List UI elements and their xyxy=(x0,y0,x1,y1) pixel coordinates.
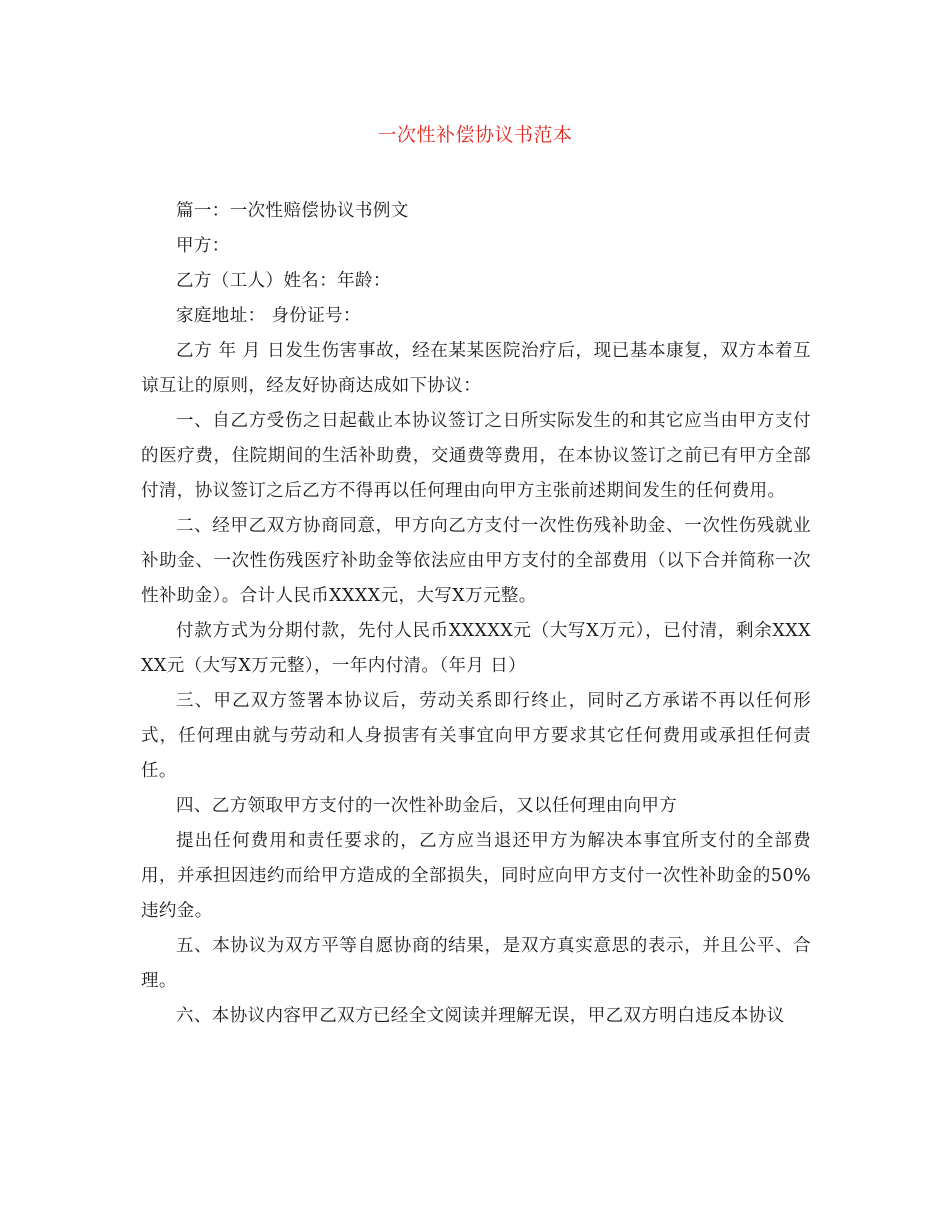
paragraph-party-a: 甲方： xyxy=(176,236,230,256)
paragraph-section-heading: 篇一：一次性赔偿协议书例文 xyxy=(176,201,409,221)
paragraph-clause-3: 三、甲乙双方签署本协议后，劳动关系即行终止，同时乙方承诺不再以任何形式，任何理由就与劳动和人身损害有关事宜向甲方要求其它任何费用或承担任何责任。 xyxy=(141,691,811,781)
paragraph-clause-5: 五、本协议为双方平等自愿协商的结果，是双方真实意思的表示，并且公平、合理。 xyxy=(141,936,811,991)
document-title: 一次性补偿协议书范本 xyxy=(377,124,573,146)
paragraph-payment-terms: 付款方式为分期付款，先付人民币XXXXX元（大写X万元），已付清，剩余XXXXX元（大写X万元整），一年内付清。（年月 日） xyxy=(141,621,811,676)
paragraph-preamble: 乙方 年 月 日发生伤害事故，经在某某医院治疗后，现已基本康复，双方本着互谅互让的原则，经友好协商达成如下协议： xyxy=(141,341,811,396)
paragraph-clause-6: 六、本协议内容甲乙双方已经全文阅读并理解无误，甲乙双方明白违反本协议 xyxy=(176,1006,785,1026)
paragraph-clause-2: 二、经甲乙双方协商同意，甲方向乙方支付一次性伤残补助金、一次性伤残就业补助金、一次性伤残医疗补助金等依法应由甲方支付的全部费用（以下合并简称一次性补助金）。合计人民币XXXX元，大写X万元整。 xyxy=(141,516,811,606)
paragraph-clause-4-continued: 提出任何费用和责任要求的，乙方应当退还甲方为解决本事宜所支付的全部费用，并承担因违约而给甲方造成的全部损失，同时应向甲方支付一次性补助金的50%违约金。 xyxy=(141,831,811,921)
paragraph-clause-1: 一、自乙方受伤之日起截止本协议签订之日所实际发生的和其它应当由甲方支付的医疗费，住院期间的生活补助费，交通费等费用，在本协议签订之前已有甲方全部付清，协议签订之后乙方不得再以任何理由向甲方主张前述期间发生的任何费用。 xyxy=(141,411,811,501)
paragraph-clause-4: 四、乙方领取甲方支付的一次性补助金后，又以任何理由向甲方 xyxy=(176,796,678,816)
paragraph-party-b: 乙方（工人）姓名：年龄： xyxy=(176,271,391,291)
document-body xyxy=(141,194,811,1034)
paragraph-address-id: 家庭地址： 身份证号： xyxy=(176,306,361,326)
